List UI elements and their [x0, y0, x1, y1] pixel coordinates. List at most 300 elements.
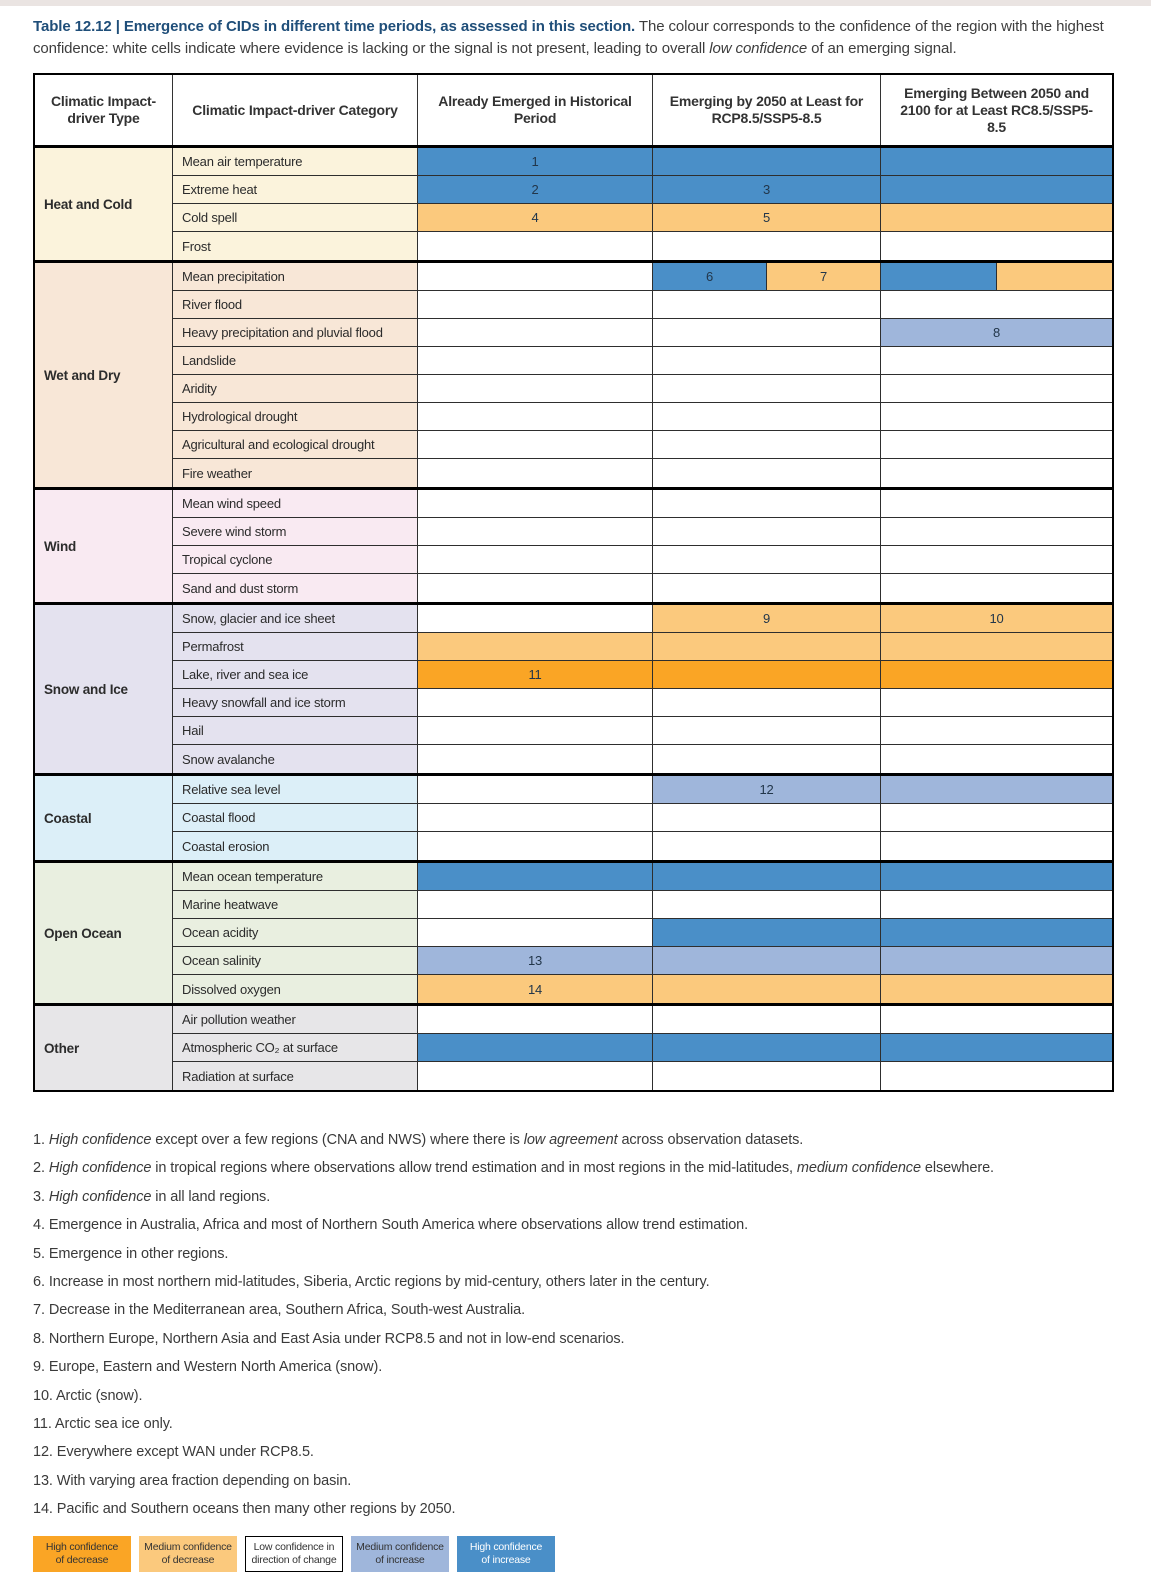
category-cell — [172, 490, 417, 517]
data-cell — [652, 776, 880, 803]
category-label: Agricultural and ecological drought — [182, 437, 375, 452]
footnote-item — [33, 1410, 1118, 1438]
cid-group — [35, 487, 1112, 602]
category-cell — [172, 689, 417, 716]
table-caption — [33, 16, 1118, 59]
data-cell — [652, 490, 880, 517]
data-cell — [880, 605, 1112, 632]
group-type-label: Coastal — [44, 810, 92, 826]
table-row — [172, 633, 1112, 661]
data-cell — [880, 347, 1112, 374]
data-cell — [652, 431, 880, 458]
cell-note: 3 — [762, 182, 771, 197]
table-row — [172, 291, 1112, 319]
category-label: Mean precipitation — [182, 269, 285, 284]
table-row — [172, 490, 1112, 518]
data-cell — [652, 176, 880, 203]
table-caption-title: Table 12.12 | Emergence of CIDs in different time periods, as assessed in this section. — [33, 18, 636, 35]
data-cell — [417, 459, 652, 487]
category-cell — [172, 919, 417, 946]
table-row — [172, 919, 1112, 947]
group-rows — [172, 148, 1112, 260]
cell-note: 2 — [531, 182, 539, 197]
category-cell — [172, 459, 417, 487]
group-type-cell — [35, 605, 172, 773]
footnote-item — [33, 1154, 1118, 1182]
data-cell — [652, 975, 880, 1003]
category-cell — [172, 546, 417, 573]
cell-note: 12 — [759, 782, 774, 797]
table-row — [172, 745, 1112, 773]
group-type-label: Heat and Cold — [44, 196, 133, 212]
data-cell — [652, 232, 880, 260]
footnote-item — [33, 1296, 1118, 1324]
data-cell — [880, 148, 1112, 175]
category-cell — [172, 204, 417, 231]
category-cell — [172, 975, 417, 1003]
footnote-text: 10. Arctic (snow). — [33, 1387, 143, 1404]
header-cell-category: Climatic Impact-driver Category — [172, 75, 417, 145]
data-cell — [652, 745, 880, 773]
footnote-item — [33, 1268, 1118, 1296]
category-label: Extreme heat — [182, 182, 257, 197]
footnote-text: 3. — [33, 1188, 49, 1205]
data-cell — [880, 546, 1112, 573]
group-type-cell — [35, 1006, 172, 1090]
header-cell-emerging-2050: Emerging by 2050 at Least for RCP8.5/SSP5-8.5 — [652, 75, 880, 145]
cid-group — [35, 1003, 1112, 1090]
data-cell — [652, 263, 880, 290]
cell-note: 8 — [992, 325, 1001, 340]
category-cell — [172, 776, 417, 803]
data-cell — [652, 605, 880, 632]
data-cell — [417, 1062, 652, 1090]
footnote-text: medium confidence — [796, 1160, 921, 1177]
data-cell — [417, 574, 652, 602]
cell-note: 5 — [762, 210, 771, 225]
category-cell — [172, 232, 417, 260]
category-label: Ocean acidity — [182, 925, 259, 940]
data-cell — [880, 947, 1112, 974]
footnotes — [33, 1126, 1118, 1524]
legend-label-line2: of decrease — [55, 1553, 109, 1566]
footnote-text: in tropical regions where observations allow trend estimation and in most regions in the mid-latitudes, — [151, 1160, 797, 1177]
category-cell — [172, 176, 417, 203]
category-label: Heavy snowfall and ice storm — [182, 695, 346, 710]
category-label: Hydrological drought — [182, 409, 298, 424]
category-label: Mean ocean temperature — [182, 869, 323, 884]
data-cell — [417, 947, 652, 974]
data-cell — [417, 291, 652, 318]
category-cell — [172, 403, 417, 430]
data-cell — [880, 232, 1112, 260]
group-type-cell — [35, 148, 172, 260]
data-cell — [652, 459, 880, 487]
data-cell — [417, 204, 652, 231]
group-type-cell — [35, 490, 172, 602]
category-label: Tropical cyclone — [182, 552, 273, 567]
group-type-cell — [35, 863, 172, 1003]
category-label: Fire weather — [182, 465, 252, 481]
data-cell — [417, 689, 652, 716]
legend-item — [245, 1536, 343, 1572]
data-cell — [652, 832, 880, 860]
data-cell — [417, 319, 652, 346]
category-label: Aridity — [182, 381, 217, 396]
data-cell — [880, 204, 1112, 231]
legend-item — [457, 1536, 555, 1572]
category-cell — [172, 863, 417, 890]
legend-label-line2: of decrease — [161, 1553, 215, 1566]
footnote-text: 5. Emergence in other regions. — [33, 1245, 229, 1262]
legend-label-line1: High confidence — [45, 1541, 119, 1554]
data-cell — [652, 891, 880, 918]
table-row — [172, 546, 1112, 574]
table-row — [172, 975, 1112, 1003]
category-cell — [172, 574, 417, 602]
category-label: Snow, glacier and ice sheet — [182, 611, 335, 626]
data-cell — [417, 605, 652, 632]
data-cell — [652, 574, 880, 602]
table-caption-italic: low confidence — [709, 39, 808, 57]
legend-label-line1: Medium confidence — [356, 1541, 444, 1554]
group-type-label: Open Ocean — [44, 925, 122, 941]
table-row — [172, 689, 1112, 717]
legend-label-line1: Medium confidence — [144, 1541, 232, 1554]
legend-item — [139, 1536, 237, 1572]
group-rows — [172, 1006, 1112, 1090]
group-type-label: Wet and Dry — [44, 367, 121, 383]
footnote-text: 6. Increase in most northern mid-latitudes, Siberia, Arctic regions by mid-century, others later in the century. — [33, 1274, 710, 1291]
data-cell — [880, 518, 1112, 545]
footnote-text: across observation datasets. — [617, 1132, 804, 1148]
table-row — [172, 347, 1112, 375]
cell-note: 7 — [819, 269, 828, 284]
footnote-text: 1. — [33, 1132, 49, 1148]
cell-note: 4 — [531, 210, 539, 225]
data-cell — [417, 546, 652, 573]
footnote-item — [33, 1353, 1118, 1381]
data-cell — [417, 518, 652, 545]
data-cell — [880, 574, 1112, 602]
table-row — [172, 605, 1112, 633]
category-cell — [172, 319, 417, 346]
table-header-row — [35, 75, 1112, 148]
data-cell — [880, 776, 1112, 803]
table-row — [172, 891, 1112, 919]
data-cell — [417, 745, 652, 773]
footnote-text: 2. — [33, 1160, 49, 1177]
cid-group — [35, 260, 1112, 487]
category-label: Relative sea level — [182, 782, 281, 797]
footnote-text: 11. Arctic sea ice only. — [33, 1416, 173, 1433]
table-row — [172, 204, 1112, 232]
table-row — [172, 375, 1112, 403]
footnote-text: 13. With varying area fraction depending on basin. — [33, 1472, 352, 1489]
cell-note: 10 — [989, 611, 1004, 626]
footnote-text: 9. Europe, Eastern and Western North America (snow). — [33, 1359, 383, 1376]
data-cell — [652, 319, 880, 346]
footnote-text: except over a few regions (CNA and NWS) where there is — [151, 1132, 524, 1148]
cell-note: 9 — [762, 611, 771, 626]
data-cell — [652, 1034, 880, 1061]
footnote-text: 12. Everywhere except WAN under RCP8.5. — [33, 1444, 314, 1461]
category-label: Lake, river and sea ice — [182, 667, 309, 682]
category-label: Dissolved oxygen — [182, 981, 281, 997]
category-cell — [172, 375, 417, 402]
cell-note: 14 — [527, 981, 543, 997]
table-row — [172, 804, 1112, 832]
category-cell — [172, 291, 417, 318]
data-cell — [417, 804, 652, 831]
data-cell — [652, 546, 880, 573]
data-cell — [417, 633, 652, 660]
data-cell-half — [766, 263, 880, 290]
category-cell — [172, 804, 417, 831]
footnote-text: 8. Northern Europe, Northern Asia and East Asia under RCP8.5 and not in low-end scenarios. — [33, 1330, 625, 1347]
category-label: Coastal flood — [182, 810, 256, 825]
confidence-legend — [33, 1536, 1151, 1572]
group-type-label: Other — [44, 1040, 80, 1056]
category-label: Permafrost — [182, 639, 244, 654]
category-cell — [172, 347, 417, 374]
footnote-item — [33, 1495, 1118, 1523]
category-label: Mean air temperature — [182, 154, 303, 169]
data-cell — [880, 717, 1112, 744]
footnote-text: elsewhere. — [920, 1160, 994, 1177]
table-row — [172, 518, 1112, 546]
table-row — [172, 319, 1112, 347]
legend-label-line1: High confidence — [469, 1541, 543, 1554]
data-cell — [417, 717, 652, 744]
table-row — [172, 1062, 1112, 1090]
cell-note: 1 — [531, 154, 539, 169]
footnote-text: 7. Decrease in the Mediterranean area, Southern Africa, South-west Australia. — [33, 1302, 526, 1319]
category-label: Cold spell — [182, 210, 238, 225]
legend-label-line1: Low confidence in — [253, 1541, 335, 1554]
data-cell — [880, 490, 1112, 517]
footnote-item — [33, 1438, 1118, 1466]
data-cell — [880, 1034, 1112, 1061]
data-cell — [652, 1062, 880, 1090]
cid-group — [35, 860, 1112, 1003]
data-cell — [417, 431, 652, 458]
data-cell — [880, 975, 1112, 1003]
category-label: Frost — [182, 238, 211, 254]
group-rows — [172, 863, 1112, 1003]
data-cell — [417, 347, 652, 374]
table-row — [172, 832, 1112, 860]
table-row — [172, 1006, 1112, 1034]
header-cell-emerging-2050-2100: Emerging Between 2050 and 2100 for at Least RC8.5/SSP5-8.5 — [880, 75, 1112, 145]
data-cell — [652, 919, 880, 946]
data-cell — [880, 263, 1112, 290]
category-cell — [172, 1062, 417, 1090]
category-label: Ocean salinity — [182, 953, 261, 968]
data-cell — [417, 863, 652, 890]
footnote-text: High confidence — [48, 1132, 152, 1148]
data-cell-half — [881, 263, 996, 290]
data-cell — [417, 1006, 652, 1033]
data-cell — [880, 891, 1112, 918]
data-cell-half — [653, 263, 766, 290]
category-cell — [172, 1006, 417, 1033]
page-top-strip — [0, 0, 1151, 6]
cell-note: 11 — [528, 667, 542, 682]
data-cell — [417, 891, 652, 918]
category-label: Mean wind speed — [182, 496, 281, 511]
category-cell — [172, 947, 417, 974]
data-cell — [417, 232, 652, 260]
footnote-item — [33, 1183, 1118, 1211]
table-row — [172, 263, 1112, 291]
group-type-label: Snow and Ice — [44, 681, 128, 697]
table-row — [172, 947, 1112, 975]
category-label: Marine heatwave — [182, 897, 278, 912]
data-cell — [417, 661, 652, 688]
data-cell — [880, 375, 1112, 402]
data-cell — [652, 204, 880, 231]
data-cell — [880, 1006, 1112, 1033]
data-cell — [880, 689, 1112, 716]
table-body — [35, 148, 1112, 1090]
category-cell — [172, 1034, 417, 1061]
legend-item — [351, 1536, 449, 1572]
data-cell — [652, 689, 880, 716]
data-cell — [652, 863, 880, 890]
data-cell — [652, 518, 880, 545]
data-cell — [652, 403, 880, 430]
data-cell — [417, 148, 652, 175]
cid-emergence-table — [33, 73, 1114, 1092]
footnote-text: 14. Pacific and Southern oceans then many other regions by 2050. — [33, 1501, 456, 1518]
data-cell — [417, 776, 652, 803]
data-cell — [880, 745, 1112, 773]
data-cell — [880, 804, 1112, 831]
data-cell — [880, 431, 1112, 458]
group-rows — [172, 490, 1112, 602]
category-cell — [172, 263, 417, 290]
table-row — [172, 1034, 1112, 1062]
data-cell — [652, 375, 880, 402]
table-row — [172, 232, 1112, 260]
data-cell — [880, 459, 1112, 487]
data-cell — [880, 176, 1112, 203]
category-cell — [172, 518, 417, 545]
data-cell — [417, 490, 652, 517]
table-row — [172, 403, 1112, 431]
footnote-item — [33, 1240, 1118, 1268]
group-rows — [172, 776, 1112, 860]
category-cell — [172, 717, 417, 744]
category-cell — [172, 605, 417, 632]
footnote-item — [33, 1467, 1118, 1495]
data-cell — [417, 832, 652, 860]
category-label: Landslide — [182, 353, 236, 368]
category-cell — [172, 148, 417, 175]
data-cell-half — [996, 263, 1112, 290]
cell-note: 13 — [527, 953, 543, 968]
category-label: Atmospheric CO₂ at surface — [182, 1040, 338, 1055]
data-cell — [652, 633, 880, 660]
data-cell — [417, 975, 652, 1003]
group-rows — [172, 263, 1112, 487]
category-cell — [172, 832, 417, 860]
category-label: Heavy precipitation and pluvial flood — [182, 325, 383, 340]
table-row — [172, 148, 1112, 176]
footnote-item — [33, 1382, 1118, 1410]
cid-group — [35, 773, 1112, 860]
category-label: Snow avalanche — [182, 751, 275, 767]
cid-group — [35, 148, 1112, 260]
data-cell — [417, 263, 652, 290]
category-label: Sand and dust storm — [182, 580, 299, 596]
header-cell-already-emerged: Already Emerged in Historical Period — [417, 75, 652, 145]
legend-item — [33, 1536, 131, 1572]
category-cell — [172, 745, 417, 773]
data-cell — [417, 375, 652, 402]
data-cell — [880, 403, 1112, 430]
data-cell — [652, 1006, 880, 1033]
category-label: Coastal erosion — [182, 838, 270, 854]
footnote-item — [33, 1211, 1118, 1239]
group-type-cell — [35, 263, 172, 487]
category-cell — [172, 633, 417, 660]
data-cell — [417, 176, 652, 203]
legend-label-line2: direction of change — [251, 1553, 337, 1566]
table-caption-text: The colour corresponds to the confidence of the region with the highest confidence: white cells indicate where evidence is lacking or the signal is not present, leading to overall — [33, 18, 1104, 57]
table-row — [172, 863, 1112, 891]
category-cell — [172, 431, 417, 458]
data-cell — [880, 919, 1112, 946]
data-cell — [652, 291, 880, 318]
group-rows — [172, 605, 1112, 773]
data-cell — [880, 832, 1112, 860]
data-cell — [880, 291, 1112, 318]
data-cell — [652, 717, 880, 744]
table-caption-text-end: of an emerging signal. — [807, 39, 957, 57]
data-cell — [880, 863, 1112, 890]
table-row — [172, 459, 1112, 487]
footnote-item — [33, 1126, 1118, 1154]
footnote-text: 4. Emergence in Australia, Africa and most of Northern South America where observations allow trend estimation. — [33, 1217, 749, 1234]
legend-label-line2: of increase — [375, 1553, 425, 1566]
cell-note: 6 — [705, 269, 714, 284]
category-label: Severe wind storm — [182, 524, 287, 539]
footnote-text: in all land regions. — [151, 1188, 271, 1205]
data-cell — [417, 1034, 652, 1061]
footnote-text: High confidence — [48, 1188, 152, 1205]
table-row — [172, 574, 1112, 602]
table-row — [172, 176, 1112, 204]
data-cell — [880, 1062, 1112, 1090]
data-cell — [880, 661, 1112, 688]
data-cell — [652, 347, 880, 374]
data-cell — [417, 919, 652, 946]
data-cell — [417, 403, 652, 430]
category-cell — [172, 661, 417, 688]
table-row — [172, 661, 1112, 689]
cid-group — [35, 602, 1112, 773]
data-cell — [880, 319, 1112, 346]
footnote-text: High confidence — [48, 1160, 152, 1177]
footnote-text: low agreement — [523, 1132, 618, 1148]
table-row — [172, 717, 1112, 745]
group-type-label: Wind — [44, 538, 77, 554]
data-cell — [652, 148, 880, 175]
category-cell — [172, 891, 417, 918]
data-cell — [880, 633, 1112, 660]
